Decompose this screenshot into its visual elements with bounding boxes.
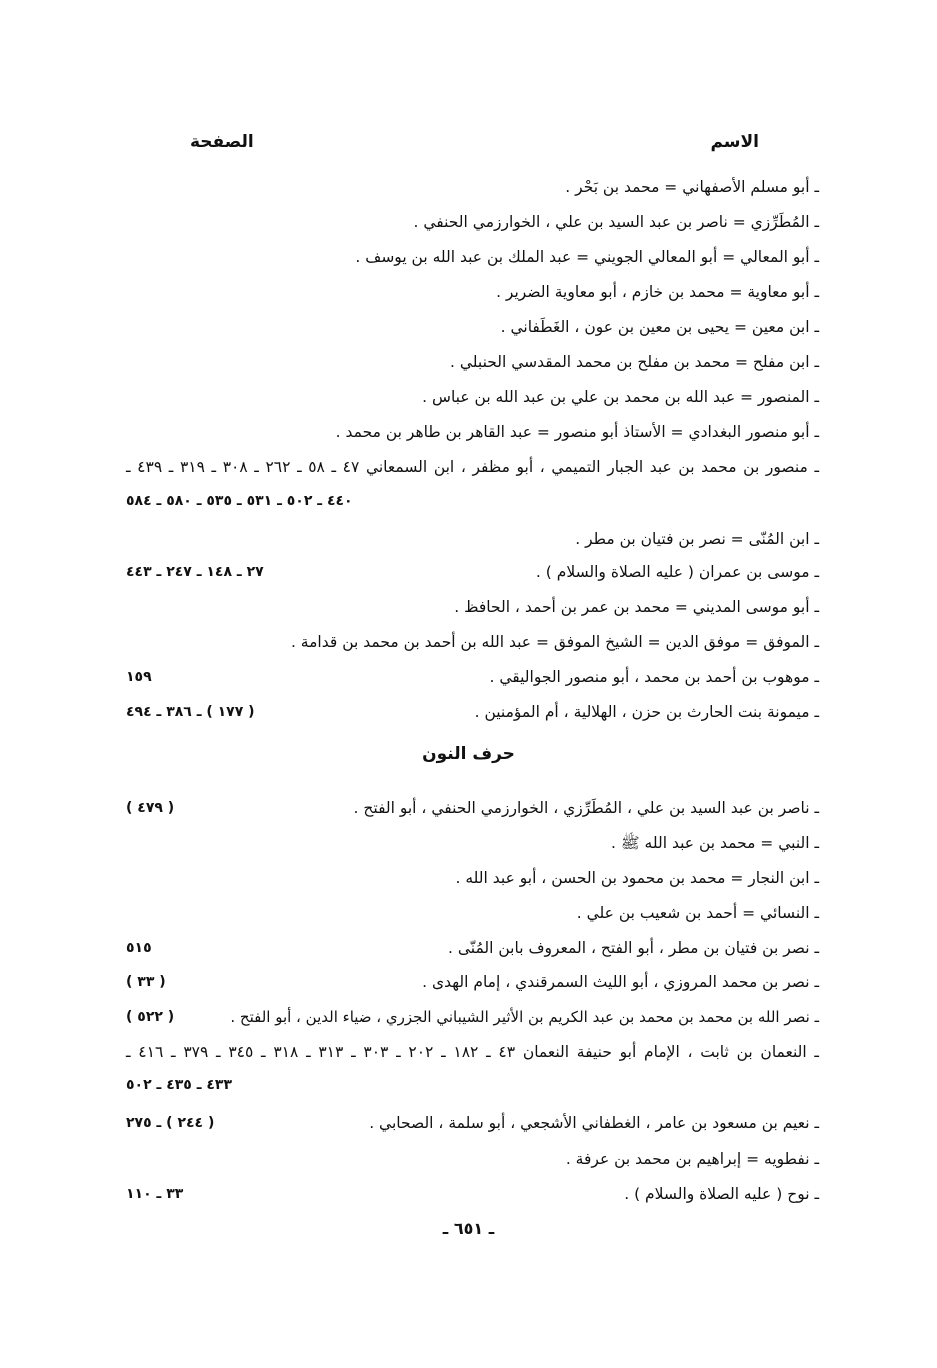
index-entry — [0, 662, 937, 692]
entry-name: ـ ابن النجار = محمد بن محمود بن الحسن ، أبو عبد الله . — [455, 869, 819, 887]
entry-name: ـ المُطَرِّزي = ناصر بن عبد السيد بن علي ، الخوارزمي الحنفي . — [413, 213, 819, 231]
entry-pages: ( ٣٣ ) — [126, 974, 166, 990]
entry-name: ـ ابن مفلح = محمد بن مفلح بن محمد المقدسي الحنبلي . — [450, 353, 819, 371]
index-entry — [0, 1108, 937, 1138]
entry-name: ـ نصر بن محمد المروزي ، أبو الليث السمرقندي ، إمام الهدى . — [422, 973, 819, 991]
index-entry — [0, 967, 937, 997]
index-entry — [0, 828, 937, 858]
entry-pages: ( ٢٤٤ ) ـ ٢٧٥ — [126, 1115, 215, 1131]
entry-name: ـ أبو منصور البغدادي = الأستاذ أبو منصور = عبد القاهر بن طاهر بن محمد . — [335, 423, 819, 441]
index-entry — [0, 1037, 937, 1067]
entry-pages: ٣٣ ـ ١١٠ — [126, 1186, 184, 1202]
entry-name: ـ النسائي = أحمد بن شعيب بن علي . — [576, 904, 819, 922]
entry-name: ـ نصر الله بن محمد بن محمد بن عبد الكريم بن الأثير الشيباني الجزري ، ضياء الدين ، أبو الفتح . — [230, 1008, 819, 1026]
entry-pages: ( ٥٢٢ ) — [126, 1009, 175, 1025]
entry-name: ـ أبو موسى المديني = محمد بن عمر بن أحمد ، الحافظ . — [454, 598, 819, 616]
entry-name: ـ النعمان بن ثابت ، الإمام أبو حنيفة النعمان ٤٣ ـ ١٨٢ ـ ٢٠٢ ـ ٣٠٣ ـ ٣١٣ ـ ٣١٨ ـ ٣٤٥ ـ ٣٧٩ ـ ٤١٦ ـ — [126, 1043, 819, 1061]
entry-name: ـ نعيم بن مسعود بن عامر ، الغطفاني الأشجعي ، أبو سلمة ، الصحابي . — [369, 1114, 819, 1132]
entry-name: ـ المنصور = عبد الله بن محمد بن علي بن عبد الله بن عباس . — [422, 388, 819, 406]
index-entry — [0, 627, 937, 657]
index-entry — [0, 347, 937, 377]
index-entry — [0, 417, 937, 447]
page-number: ـ ٦٥١ ـ — [442, 1219, 495, 1238]
entry-name: ـ ميمونة بنت الحارث بن حزن ، الهلالية ، أم المؤمنين . — [474, 703, 819, 721]
entry-name: ـ ابن معين = يحيى بن معين بن عون ، الغَطَفاني . — [500, 318, 819, 336]
index-entry — [0, 863, 937, 893]
entry-name: ـ أبو معاوية = محمد بن خازم ، أبو معاوية الضرير . — [496, 283, 819, 301]
entry-name: ـ النبي = محمد بن عبد الله ﷺ . — [611, 834, 819, 852]
index-entry-continuation — [0, 1070, 937, 1100]
entry-pages: ٤٣٣ ـ ٤٣٥ ـ ٥٠٢ — [126, 1077, 233, 1093]
index-entry — [0, 557, 937, 587]
index-entry — [0, 1144, 937, 1174]
index-entry — [0, 312, 937, 342]
entry-name: ـ نفطويه = إبراهيم بن محمد بن عرفة . — [565, 1150, 819, 1168]
entry-name: ـ أبو المعالي = أبو المعالي الجويني = عبد الملك بن عبد الله بن يوسف . — [355, 248, 819, 266]
entry-name: ـ نوح ( عليه الصلاة والسلام ) . — [624, 1185, 819, 1203]
entry-name: ـ موسى بن عمران ( عليه الصلاة والسلام ) . — [535, 563, 819, 581]
index-entry — [0, 382, 937, 412]
entry-pages: ( ٤٧٩ ) — [126, 800, 175, 816]
page-column-heading: الصفحة — [190, 132, 254, 152]
index-entry — [0, 277, 937, 307]
entry-name: ـ الموفق = موفق الدين = الشيخ الموفق = عبد الله بن أحمد بن محمد بن قدامة . — [290, 633, 819, 651]
entry-name: ـ أبو مسلم الأصفهاني = محمد بن بَحْر . — [565, 178, 819, 196]
entry-pages: ٥١٥ — [126, 940, 152, 956]
index-entry — [0, 697, 937, 727]
index-entry — [0, 793, 937, 823]
index-entry — [0, 524, 937, 554]
entry-name: ـ نصر بن فتيان بن مطر ، أبو الفتح ، المعروف بابن المُنّى . — [448, 939, 819, 957]
entry-pages: ٤٤٠ ـ ٥٠٢ ـ ٥٣١ ـ ٥٣٥ ـ ٥٨٠ ـ ٥٨٤ — [126, 493, 353, 509]
index-entry — [0, 898, 937, 928]
index-entry — [0, 172, 937, 202]
index-entry — [0, 242, 937, 272]
entry-name: ـ ناصر بن عبد السيد بن علي ، المُطَرِّزي ، الخوارزمي الحنفي ، أبو الفتح . — [353, 799, 819, 817]
entry-pages: ( ١٧٧ ) ـ ٣٨٦ ـ ٤٩٤ — [126, 704, 255, 720]
entry-name: ـ منصور بن محمد بن عبد الجبار التميمي ، أبو مظفر ، ابن السمعاني ٤٧ ـ ٥٨ ـ ٢٦٢ ـ ٣٠٨ ـ ٣١٩ ـ ٤٣٩ ـ — [126, 458, 819, 476]
entry-name: ـ موهوب بن أحمد بن محمد ، أبو منصور الجواليقي . — [489, 668, 819, 686]
index-entry — [0, 207, 937, 237]
section-heading: حرف النون — [422, 744, 515, 764]
name-column-heading: الاسم — [710, 132, 759, 152]
index-entry — [0, 452, 937, 482]
column-header — [0, 132, 937, 158]
index-entry — [0, 1002, 937, 1032]
index-entry-continuation — [0, 486, 937, 516]
index-entry — [0, 1179, 937, 1209]
index-entry — [0, 933, 937, 963]
entry-pages: ٢٧ ـ ١٤٨ ـ ٢٤٧ ـ ٤٤٣ — [126, 564, 264, 580]
entry-pages: ١٥٩ — [126, 669, 152, 685]
index-entry — [0, 592, 937, 622]
entry-name: ـ ابن المُنّى = نصر بن فتيان بن مطر . — [575, 530, 819, 548]
